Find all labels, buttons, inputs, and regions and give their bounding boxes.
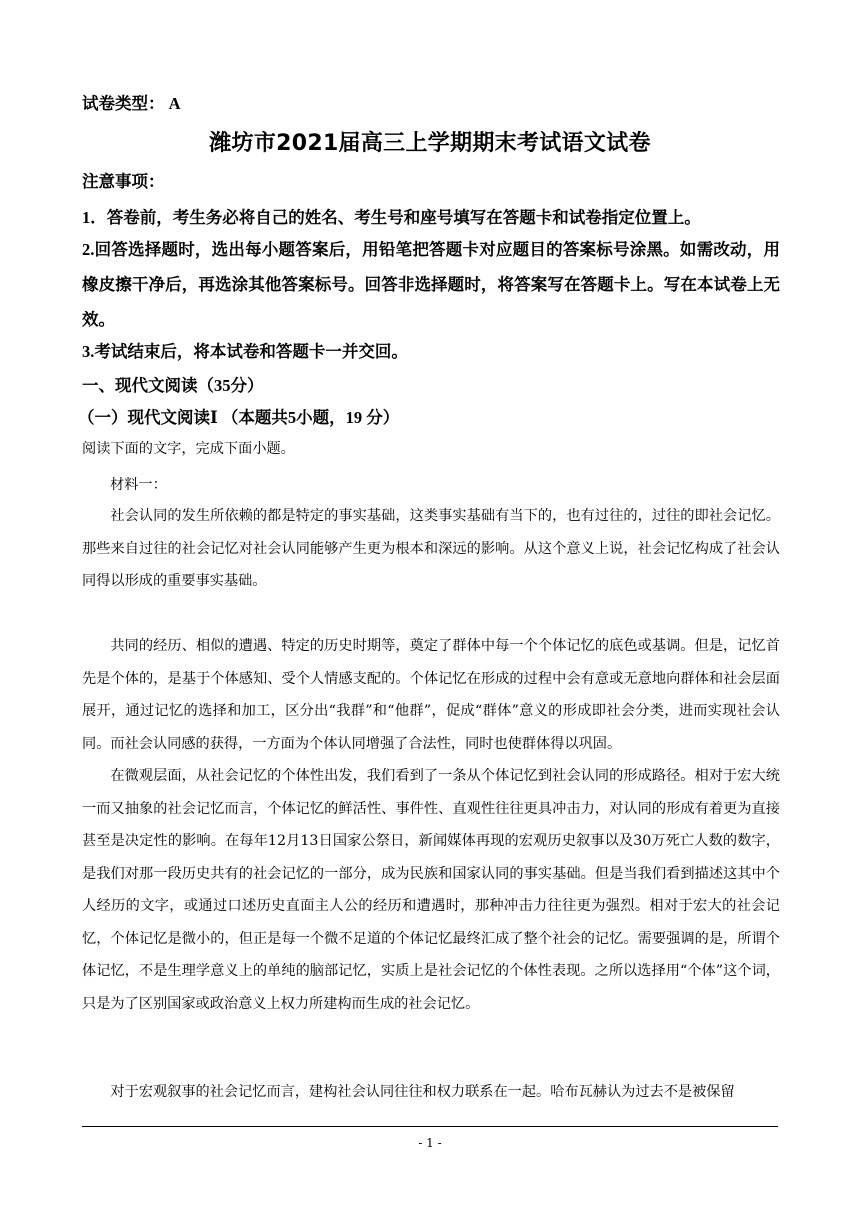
section-heading: 一、现代文阅读（35分） xyxy=(82,376,264,395)
notes-heading: 注意事项： xyxy=(82,172,165,191)
note-item-1: 1．答卷前，考生务必将自己的姓名、考生号和座号填写在答题卡和试卷指定位置上。 xyxy=(82,208,701,227)
paragraph-3: 在微观层面，从社会记忆的个体性出发，我们看到了一条从个体记忆到社会认同的形成路径。相对于宏大统一而又抽象的社会记忆而言，个体记忆的鲜活性、事件性、直观性往往更具冲击力，对认同的形成有着更为直接甚至是决定性的影响。在每年12月13日国家公祭日，新闻媒体再现的宏观历史叙事以及30万死亡人数的数字，是我们对那一段历史共有的社会记忆的一部分，成为民族和国家认同的事实基础。但是当我们看到描述这其中个人经历的文字，或通过口述历史直面主人公的经历和遭遇时，那种冲击力往往更为强烈。相对于宏大的社会记忆，个体记忆是微小的，但正是每一个微不足道的个体记忆最终汇成了整个社会的记忆。需要强调的是，所谓个体记忆，不是生理学意义上的单纯的脑部记忆，实质上是社会记忆的个体性表现。之所以选择用“个体”这个词，只是为了区别国家或政治意义上权力所建构而生成的社会记忆。 xyxy=(82,768,780,1012)
note-item-2: 2.回答选择题时，选出每小题答案后，用铅笔把答题卡对应题目的答案标号涂黑。如需改动，用橡皮擦干净后，再选涂其他答案标号。回答非选择题时，将答案写在答题卡上。写在本试卷上无效。 xyxy=(82,240,780,329)
reading-instruction: 阅读下面的文字，完成下面小题。 xyxy=(82,441,295,457)
note-item-3: 3.考试结束后，将本试卷和答题卡一并交回。 xyxy=(82,342,408,361)
paper-type: 试卷类型： A xyxy=(82,94,181,113)
paragraph-4: 对于宏观叙事的社会记忆而言，建构社会认同往往和权力联系在一起。哈布瓦赫认为过去不是被保留 xyxy=(110,1084,735,1100)
page-number: - 1 - xyxy=(418,1136,442,1150)
footer-divider xyxy=(82,1126,778,1127)
paragraph-1: 社会认同的发生所依赖的都是特定的事实基础，这类事实基础有当下的，也有过往的，过往的即社会记忆。那些来自过往的社会记忆对社会认同能够产生更为根本和深远的影响。从这个意义上说，社会记忆构成了社会认同得以形成的重要事实基础。 xyxy=(82,508,780,589)
exam-title: 潍坊市2021届高三上学期期末考试语文试卷 xyxy=(209,131,651,156)
section-sub-heading: （一）现代文阅读Ⅰ （本题共5小题，19 分） xyxy=(78,408,400,427)
paragraph-2: 共同的经历、相似的遭遇、特定的历史时期等，奠定了群体中每一个个体记忆的底色或基调。但是，记忆首先是个体的，是基于个体感知、受个人情感支配的。个体记忆在形成的过程中会有意或无意地向群体和社会层面展开，通过记忆的选择和加工，区分出“我群”和“他群”，促成“群体”意义的形成即社会分类，进而实现社会认同。而社会认同感的获得，一方面为个体认同增强了合法性，同时也使群体得以巩固。 xyxy=(82,638,780,752)
material-label: 材料一： xyxy=(110,477,167,493)
